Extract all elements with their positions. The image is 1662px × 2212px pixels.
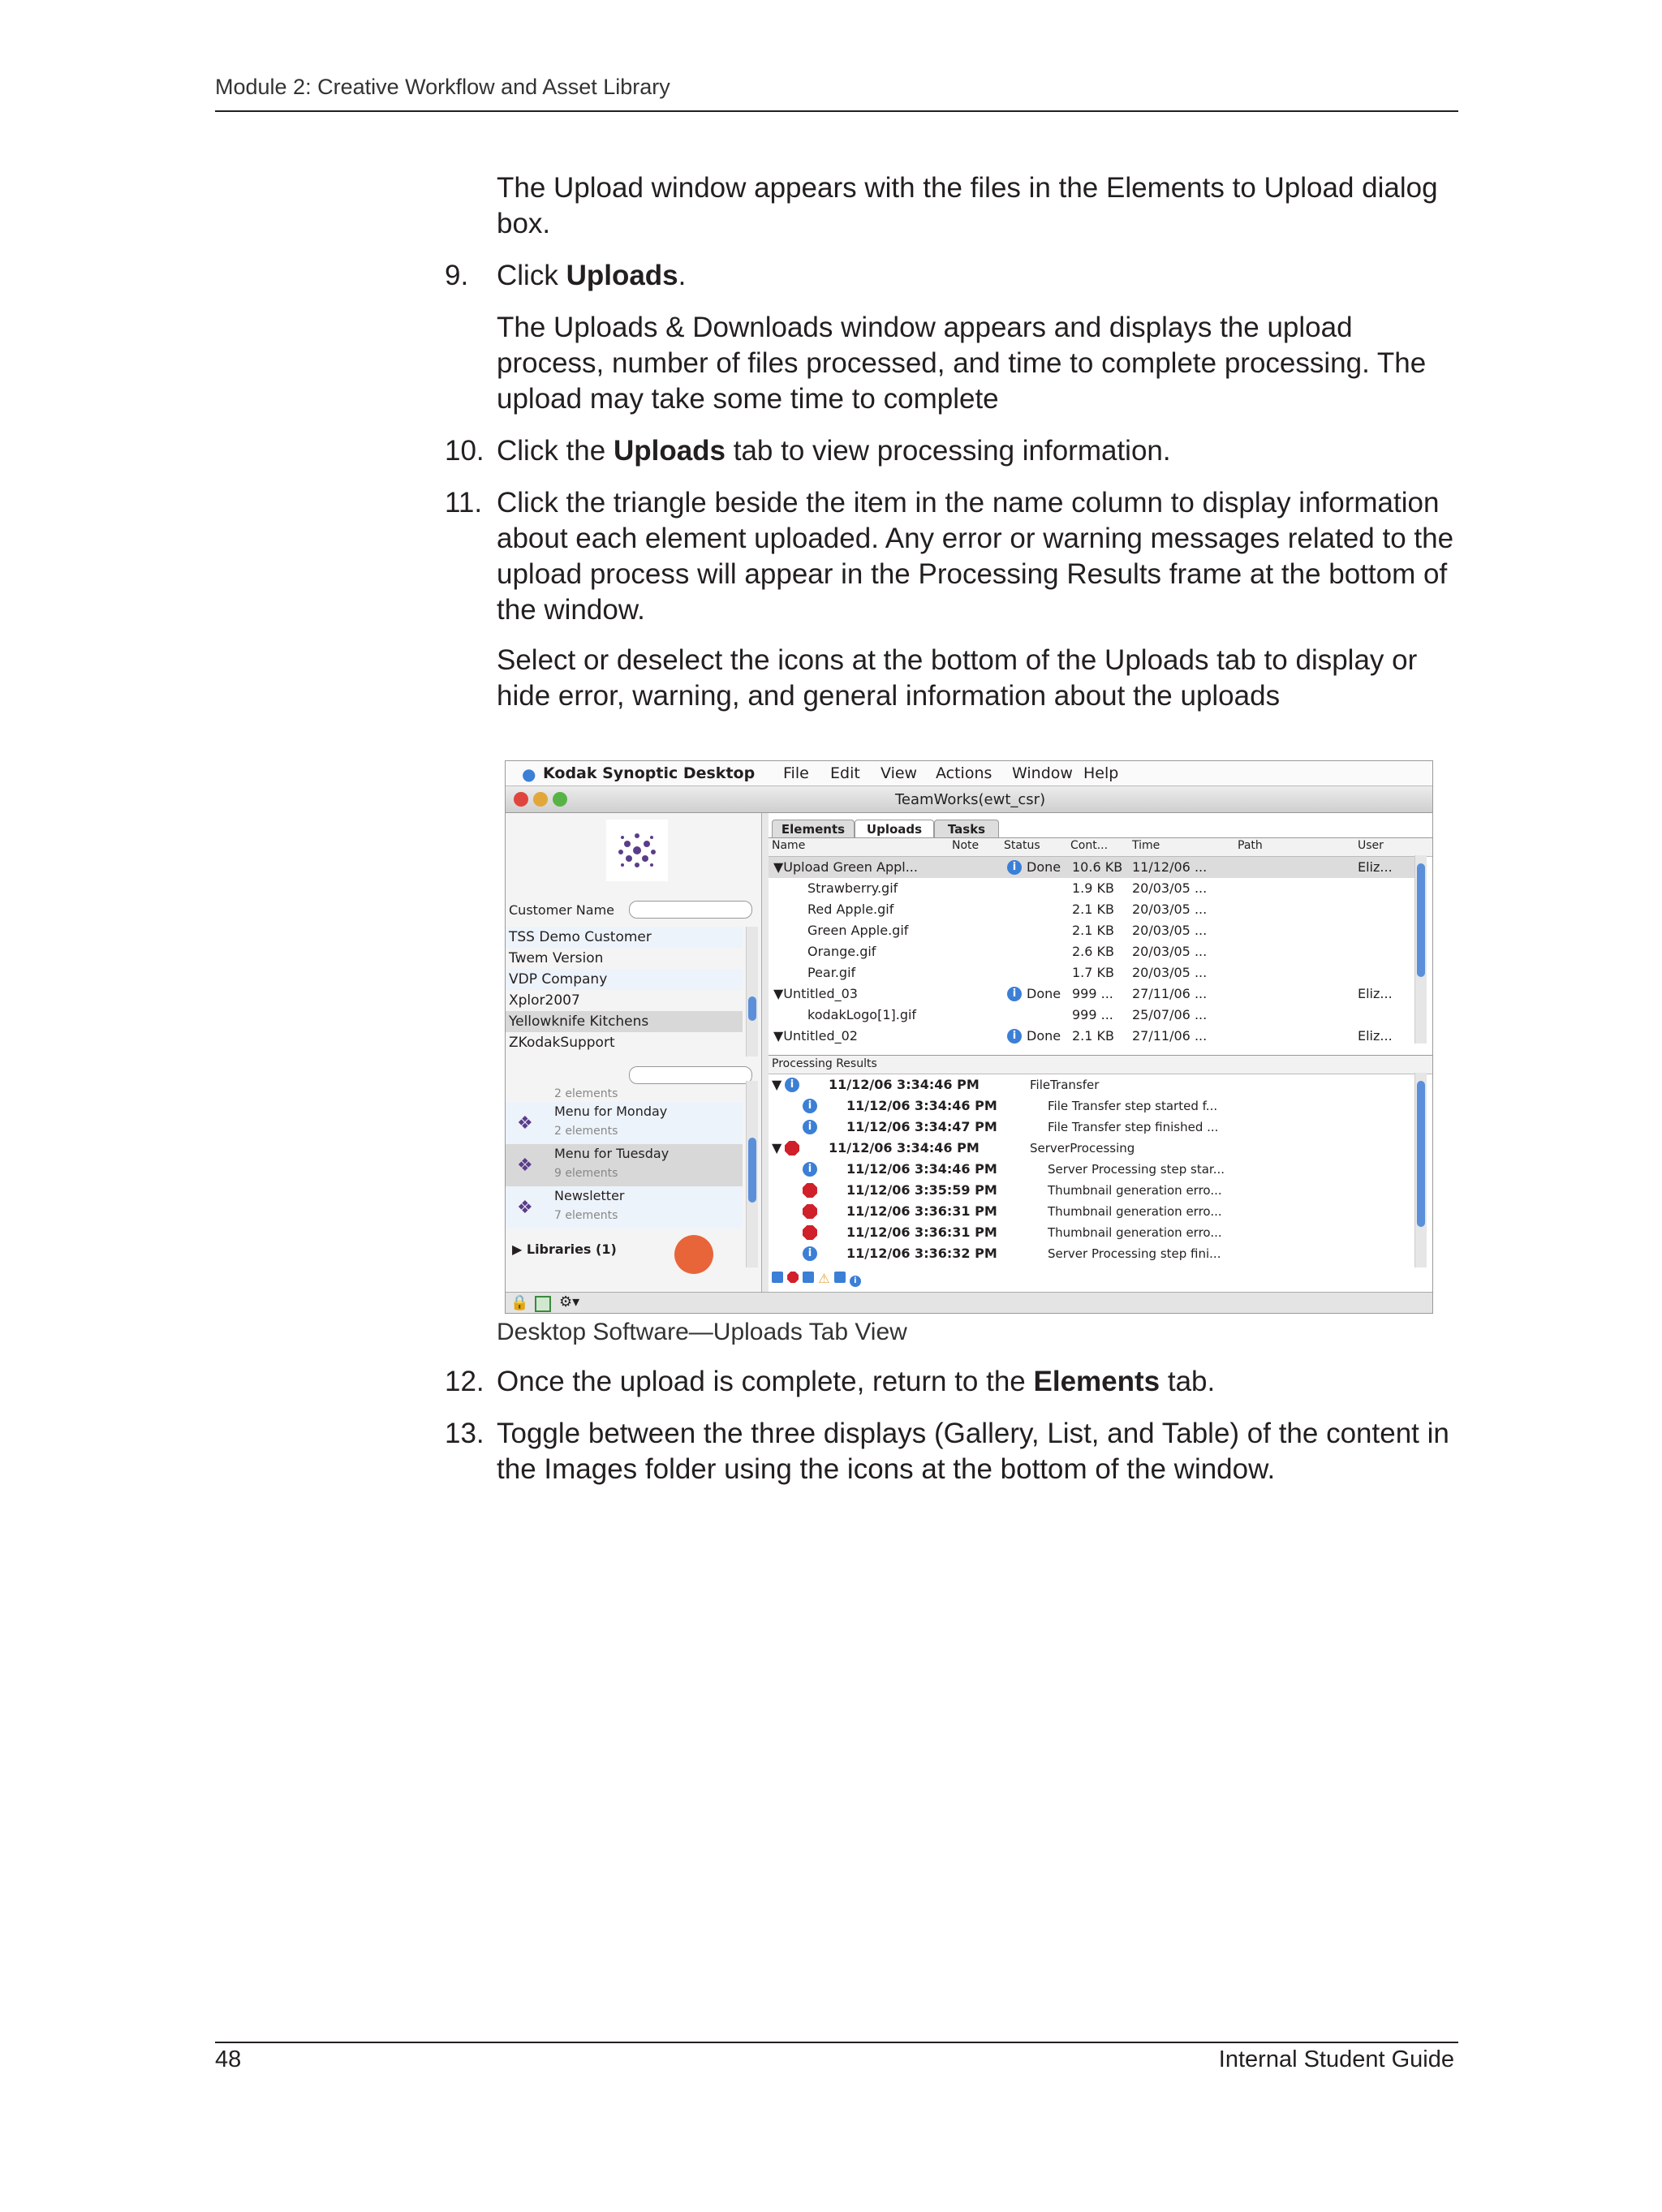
upload-name: ▼Untitled_02: [773, 1028, 858, 1044]
upload-size: 10.6 KB: [1072, 859, 1123, 875]
result-row[interactable]: [769, 1243, 1255, 1264]
uploads-pane: [769, 813, 1432, 1292]
result-time: 11/12/06 3:34:47 PM: [846, 1119, 997, 1134]
header-rule: [215, 110, 1458, 112]
scroll-thumb[interactable]: [1417, 1081, 1425, 1227]
disclosure-triangle-icon[interactable]: ▼: [772, 1077, 782, 1092]
result-time: 11/12/06 3:35:59 PM: [846, 1182, 997, 1198]
collection-search-input[interactable]: [629, 1066, 752, 1084]
tab-elements[interactable]: Elements: [772, 820, 855, 838]
new-item-icon[interactable]: [535, 1296, 551, 1312]
scroll-thumb[interactable]: [1417, 863, 1425, 977]
column-user[interactable]: User: [1358, 839, 1384, 852]
customer-row-selected[interactable]: Yellowknife Kitchens: [506, 1011, 743, 1032]
result-row[interactable]: [769, 1222, 1255, 1243]
upload-size: 2.1 KB: [1072, 1028, 1114, 1044]
window-title: TeamWorks(ewt_csr): [895, 791, 1046, 808]
result-time: 11/12/06 3:36:31 PM: [846, 1203, 997, 1219]
upload-size: 1.9 KB: [1072, 880, 1114, 896]
customer-row[interactable]: VDP Company: [506, 969, 743, 990]
result-time: 11/12/06 3:34:46 PM: [829, 1077, 980, 1092]
column-status[interactable]: Status: [1004, 839, 1040, 852]
menu-help[interactable]: Help: [1083, 764, 1119, 782]
upload-time: 27/11/06 ...: [1132, 1028, 1208, 1044]
step-9: 9. Click Uploads.: [445, 258, 1459, 294]
collection-item[interactable]: ❖ Newsletter 7 elements: [506, 1186, 743, 1229]
result-message: File Transfer step finished ...: [1048, 1120, 1219, 1134]
info-icon: i: [1007, 987, 1022, 1001]
result-filter-toggles: [772, 1271, 885, 1287]
warning-filter-icon: ⚠: [818, 1271, 830, 1286]
error-icon: [803, 1225, 817, 1240]
show-warnings-checkbox[interactable]: [803, 1272, 814, 1283]
result-time: 11/12/06 3:36:32 PM: [846, 1246, 997, 1261]
result-message: Thumbnail generation erro...: [1048, 1204, 1222, 1219]
upload-row[interactable]: [769, 941, 1426, 962]
result-row[interactable]: [769, 1159, 1255, 1180]
collection-icon: ❖: [517, 1113, 533, 1134]
upload-name: Orange.gif: [807, 944, 876, 959]
upload-size: 999 ...: [1072, 986, 1113, 1001]
upload-name: ▼Untitled_03: [773, 986, 858, 1001]
menu-file[interactable]: File: [783, 764, 809, 782]
customer-row[interactable]: TSS Demo Customer: [506, 927, 743, 948]
upload-row[interactable]: [769, 962, 1426, 983]
info-filter-icon: i: [850, 1276, 861, 1287]
result-row[interactable]: [769, 1138, 1255, 1159]
upload-user: Eliz...: [1358, 859, 1393, 875]
tab-tasks[interactable]: Tasks: [934, 820, 999, 838]
step-12: 12. Once the upload is complete, return to the Elements tab.: [445, 1364, 1459, 1400]
upload-size: 999 ...: [1072, 1007, 1113, 1022]
step-11-note-paragraph: Select or deselect the icons at the bottom of the Uploads tab to display or hide error, warning, and general information about the uploads: [497, 644, 1418, 712]
collection-icon: ❖: [517, 1155, 533, 1176]
step-number: 12.: [445, 1366, 484, 1397]
upload-time: 11/12/06 ...: [1132, 859, 1208, 875]
upload-user: Eliz...: [1358, 1028, 1393, 1044]
step-11: 11. Click the triangle beside the item in the name column to display information about each element uploaded. Any error or warning messages related to the upload process will appear in the Processing Results frame at the bottom of the window.: [445, 487, 1454, 626]
column-path[interactable]: Path: [1238, 839, 1263, 852]
result-time: 11/12/06 3:34:46 PM: [846, 1161, 997, 1177]
running-header: Module 2: Creative Workflow and Asset Library: [215, 75, 670, 99]
step-number: 11.: [445, 487, 483, 519]
customer-row[interactable]: Twem Version: [509, 950, 604, 966]
upload-row[interactable]: [769, 983, 1426, 1005]
result-time: 11/12/06 3:34:46 PM: [846, 1098, 997, 1113]
collection-item[interactable]: ❖ Menu for Monday 2 elements: [506, 1102, 743, 1144]
show-info-checkbox[interactable]: [834, 1272, 846, 1283]
result-row[interactable]: [769, 1201, 1255, 1222]
left-pane: [506, 813, 762, 1292]
info-icon: i: [803, 1120, 817, 1134]
upload-row[interactable]: [769, 1005, 1426, 1026]
upload-size: 2.1 KB: [1072, 923, 1114, 938]
error-icon: [785, 1141, 799, 1155]
info-icon: i: [1007, 860, 1022, 875]
tab-uploads[interactable]: Uploads: [855, 820, 934, 838]
info-icon: i: [803, 1162, 817, 1177]
apple-icon: ●: [522, 764, 536, 784]
step-13: 13. Toggle between the three displays (Gallery, List, and Table) of the content in the Images folder using the icons at the bottom of the window.: [445, 1418, 1449, 1485]
info-icon: i: [803, 1099, 817, 1113]
info-icon: i: [1007, 1029, 1022, 1044]
close-button[interactable]: [514, 792, 528, 807]
customer-scrollbar[interactable]: [746, 927, 758, 1057]
customer-search-input[interactable]: [629, 901, 752, 919]
upload-time: 20/03/05 ...: [1132, 880, 1208, 896]
upload-name: ▼Upload Green Appl...: [773, 859, 918, 875]
library-badge-icon: [674, 1235, 713, 1274]
upload-time: 20/03/05 ...: [1132, 944, 1208, 959]
upload-status: Done: [1027, 1028, 1061, 1044]
result-message: Thumbnail generation erro...: [1048, 1183, 1222, 1198]
step-number: 13.: [445, 1418, 484, 1449]
upload-row[interactable]: [769, 1026, 1426, 1047]
upload-row[interactable]: [769, 899, 1426, 920]
menu-actions[interactable]: Actions: [936, 764, 992, 782]
info-icon: i: [803, 1246, 817, 1261]
upload-time: 20/03/05 ...: [1132, 965, 1208, 980]
upload-name: Red Apple.gif: [807, 902, 894, 917]
result-time: 11/12/06 3:36:31 PM: [846, 1224, 997, 1240]
figure-caption: Desktop Software—Uploads Tab View: [497, 1319, 907, 1345]
menu-edit[interactable]: Edit: [830, 764, 860, 782]
upload-name: Strawberry.gif: [807, 880, 898, 896]
window-titlebar: [506, 786, 1432, 813]
footer-rule: [215, 2042, 1458, 2043]
collection-scrollbar[interactable]: [746, 1081, 758, 1267]
upload-row[interactable]: [769, 920, 1426, 941]
lock-icon[interactable]: 🔒: [510, 1294, 529, 1311]
result-message: FileTransfer: [1030, 1078, 1100, 1092]
upload-size: 1.7 KB: [1072, 965, 1114, 980]
upload-row[interactable]: [769, 857, 1426, 878]
collection-count: 2 elements: [554, 1087, 618, 1100]
result-row[interactable]: [769, 1095, 1255, 1117]
upload-user: Eliz...: [1358, 986, 1393, 1001]
result-message: File Transfer step started f...: [1048, 1099, 1218, 1113]
result-row[interactable]: [769, 1117, 1255, 1138]
processing-results-header: Processing Results: [769, 1055, 1432, 1074]
zoom-button[interactable]: [553, 792, 567, 807]
uploads-scrollbar[interactable]: [1414, 855, 1427, 1044]
results-scrollbar[interactable]: [1414, 1073, 1427, 1267]
bottom-toolbar: [506, 1292, 1432, 1314]
column-name[interactable]: Name: [772, 839, 806, 852]
upload-status: Done: [1027, 859, 1061, 875]
column-time[interactable]: Time: [1132, 839, 1160, 852]
column-note[interactable]: Note: [952, 839, 980, 852]
collection-item-selected[interactable]: ❖ Menu for Tuesday 9 elements: [506, 1144, 743, 1186]
step-9-result-paragraph: The Uploads & Downloads window appears and displays the upload process, number of files processed, and time to complete processing. The upload may take some time to complete: [497, 312, 1427, 415]
customer-row[interactable]: ZKodakSupport: [509, 1035, 615, 1051]
customer-row[interactable]: Xplor2007: [509, 992, 580, 1009]
customer-filter-label: Customer Name: [509, 902, 615, 918]
show-errors-checkbox[interactable]: [772, 1272, 783, 1283]
result-row[interactable]: [769, 1180, 1255, 1201]
uploads-tab-screenshot: [505, 760, 1433, 1314]
intro-paragraph: The Upload window appears with the files in the Elements to Upload dialog box.: [497, 172, 1438, 239]
app-menu[interactable]: Kodak Synoptic Desktop: [543, 764, 756, 782]
step-number: 10.: [445, 435, 484, 467]
menu-window[interactable]: Window: [1012, 764, 1073, 782]
scroll-thumb[interactable]: [748, 1138, 756, 1203]
disclosure-triangle-icon: ▶: [512, 1242, 527, 1257]
upload-time: 27/11/06 ...: [1132, 986, 1208, 1001]
upload-name: Pear.gif: [807, 965, 856, 980]
info-icon: i: [785, 1078, 799, 1092]
upload-time: 25/07/06 ...: [1132, 1007, 1208, 1022]
result-message: Thumbnail generation erro...: [1048, 1225, 1222, 1240]
disclosure-triangle-icon[interactable]: ▼: [772, 1140, 782, 1155]
guide-title: Internal Student Guide: [1218, 2046, 1454, 2072]
result-time: 11/12/06 3:34:46 PM: [829, 1140, 980, 1155]
result-message: Server Processing step fini...: [1048, 1246, 1221, 1261]
result-message: Server Processing step star...: [1048, 1162, 1225, 1177]
minimize-button[interactable]: [533, 792, 548, 807]
menu-view[interactable]: View: [881, 764, 918, 782]
upload-name: kodakLogo[1].gif: [807, 1007, 917, 1022]
result-message: ServerProcessing: [1030, 1141, 1135, 1155]
libraries-toggle[interactable]: ▶ Libraries (1): [512, 1242, 617, 1257]
result-row[interactable]: [769, 1074, 1255, 1095]
upload-size: 2.6 KB: [1072, 944, 1114, 959]
upload-time: 20/03/05 ...: [1132, 923, 1208, 938]
upload-size: 2.1 KB: [1072, 902, 1114, 917]
page-number: 48: [215, 2046, 242, 2072]
scroll-thumb[interactable]: [748, 996, 756, 1021]
mac-menubar: [506, 761, 1432, 786]
error-filter-icon: [787, 1272, 799, 1283]
upload-row[interactable]: [769, 878, 1426, 899]
upload-time: 20/03/05 ...: [1132, 902, 1208, 917]
collection-icon: ❖: [517, 1198, 533, 1218]
column-contents[interactable]: Cont...: [1070, 839, 1109, 852]
step-number: 9.: [445, 260, 469, 291]
upload-name: Green Apple.gif: [807, 923, 909, 938]
error-icon: [803, 1183, 817, 1198]
error-icon: [803, 1204, 817, 1219]
upload-status: Done: [1027, 986, 1061, 1001]
customer-logo: [606, 820, 668, 881]
gear-icon[interactable]: ⚙▾: [559, 1293, 580, 1310]
step-10: 10. Click the Uploads tab to view processing information.: [445, 433, 1459, 469]
